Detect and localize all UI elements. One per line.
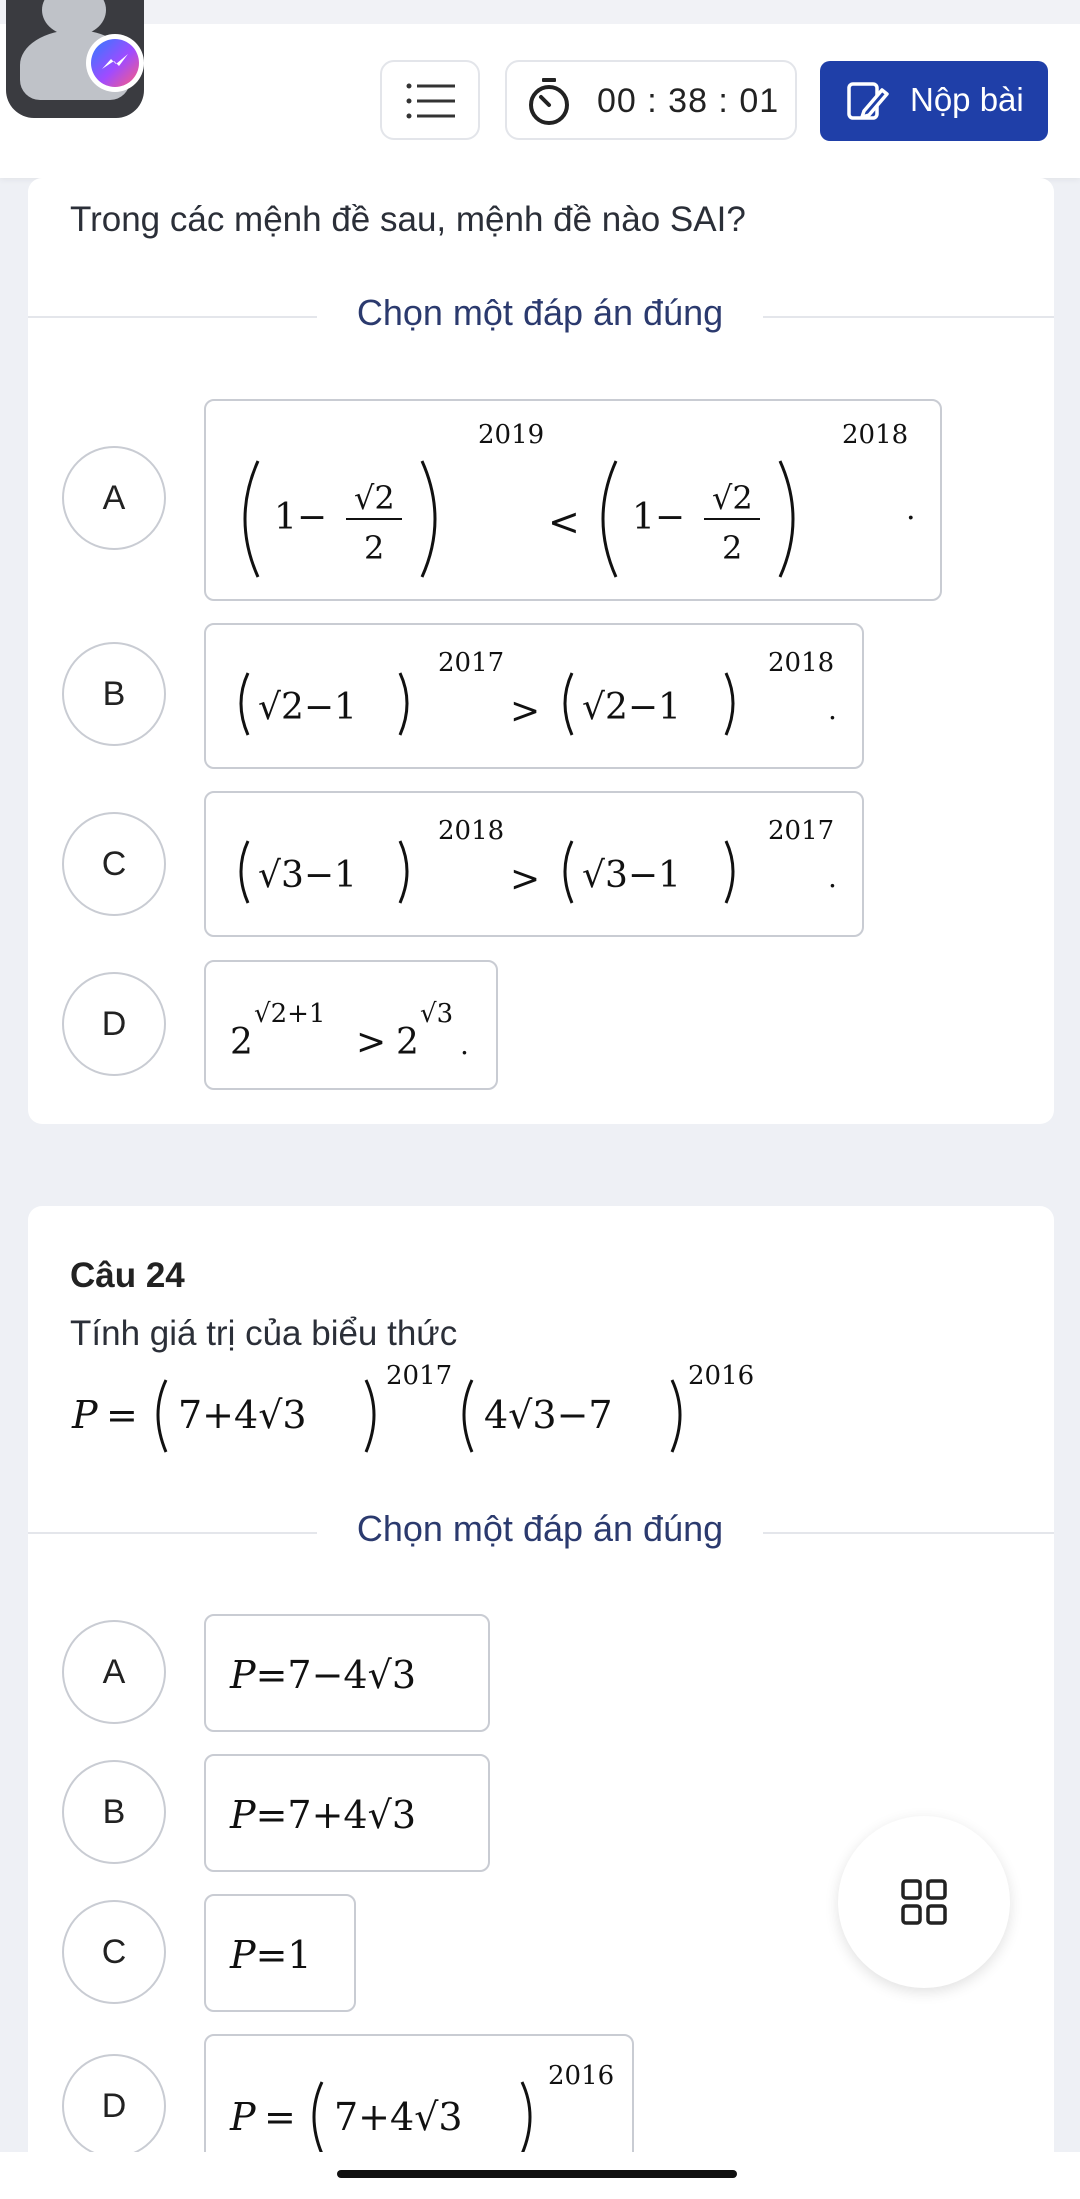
edit-doc-icon [846,81,890,121]
svg-text:>: > [510,859,541,900]
svg-text:2017: 2017 [386,1361,453,1391]
question-grid-fab[interactable] [838,1816,1010,1988]
choose-label: Chọn một đáp án đúng [317,1508,763,1549]
option-b-letter[interactable]: B [62,642,166,746]
option-c-answer[interactable] [204,791,864,937]
choose-label-row [0,1508,1080,1550]
option-c-formula [206,1896,354,2010]
svg-text:P=7−4√3: P=7−4√3 [230,1653,417,1697]
svg-text:=: = [264,2095,296,2139]
svg-text:√2+1: √2+1 [254,999,326,1029]
svg-text:2018: 2018 [842,420,909,450]
timer-value: 00 : 38 : 01 [597,82,780,120]
svg-text:√3−1: √3−1 [258,855,357,896]
svg-text:.: . [906,492,916,527]
countdown-timer [505,60,797,140]
svg-text:2017: 2017 [768,816,835,846]
svg-text:>: > [356,1022,387,1063]
svg-text:√3: √3 [420,999,454,1029]
question-text: Trong các mệnh đề sau, mệnh đề nào SAI? [70,200,746,239]
choose-label: Chọn một đáp án đúng [317,292,763,333]
option-b-letter[interactable]: B [62,1760,166,1864]
svg-text:.: . [828,861,837,894]
submit-button[interactable] [820,61,1048,141]
svg-text:<: < [548,500,580,544]
option-d-answer[interactable] [204,960,498,1090]
svg-text:√2: √2 [354,479,395,517]
svg-text:√2−1: √2−1 [258,687,357,728]
svg-text:2: 2 [230,1022,253,1063]
svg-text:2: 2 [396,1022,419,1063]
svg-text:4√3−7: 4√3−7 [484,1393,613,1437]
question-formula [66,1352,786,1462]
home-indicator[interactable] [337,2170,737,2178]
option-a-answer[interactable] [204,399,942,601]
option-c-formula [206,793,862,935]
option-a-formula [206,401,940,599]
svg-text:>: > [510,691,541,732]
option-b-answer[interactable] [204,1754,490,1872]
option-a-answer[interactable] [204,1614,490,1732]
stopwatch-icon [525,76,573,128]
svg-text:.: . [828,693,837,726]
svg-text:√3−1: √3−1 [582,855,681,896]
option-d-formula [206,962,496,1088]
question-list-button[interactable] [380,60,480,140]
svg-text:=: = [106,1393,138,1437]
grid-icon [900,1878,948,1926]
choose-label-row [0,292,1080,334]
svg-text:2016: 2016 [688,1361,755,1391]
svg-text:2: 2 [722,529,743,567]
option-c-answer[interactable] [204,1894,356,2012]
svg-text:2016: 2016 [548,2061,615,2091]
messenger-icon[interactable] [86,34,144,92]
svg-text:2: 2 [364,529,385,567]
option-a-letter[interactable]: A [62,446,166,550]
question-number: Câu 24 [70,1256,185,1295]
svg-text:2017: 2017 [438,648,505,678]
option-c-letter[interactable]: C [62,812,166,916]
svg-text:7+4√3: 7+4√3 [334,2095,463,2139]
status-strip [0,0,1080,24]
submit-label: Nộp bài [910,81,1024,118]
option-d-letter[interactable]: D [62,2054,166,2158]
svg-text:.: . [460,1028,469,1061]
option-d-letter[interactable]: D [62,972,166,1076]
svg-text:1−: 1− [632,497,686,538]
svg-text:P: P [72,1393,98,1437]
svg-text:2018: 2018 [768,648,835,678]
option-c-letter[interactable]: C [62,1900,166,2004]
question-text: Tính giá trị của biểu thức [70,1314,458,1353]
list-icon [401,76,461,126]
svg-text:√2−1: √2−1 [582,687,681,728]
svg-text:P=7+4√3: P=7+4√3 [230,1793,417,1837]
svg-text:√2: √2 [712,479,753,517]
svg-text:P: P [230,2095,256,2139]
option-b-formula [206,625,862,767]
option-a-letter[interactable]: A [62,1620,166,1724]
option-b-formula [206,1756,488,1870]
option-b-answer[interactable] [204,623,864,769]
option-a-formula [206,1616,488,1730]
svg-text:P=1: P=1 [230,1933,312,1977]
svg-text:2018: 2018 [438,816,505,846]
svg-text:7+4√3: 7+4√3 [178,1393,307,1437]
svg-text:2019: 2019 [478,420,545,450]
svg-text:1−: 1− [274,497,328,538]
